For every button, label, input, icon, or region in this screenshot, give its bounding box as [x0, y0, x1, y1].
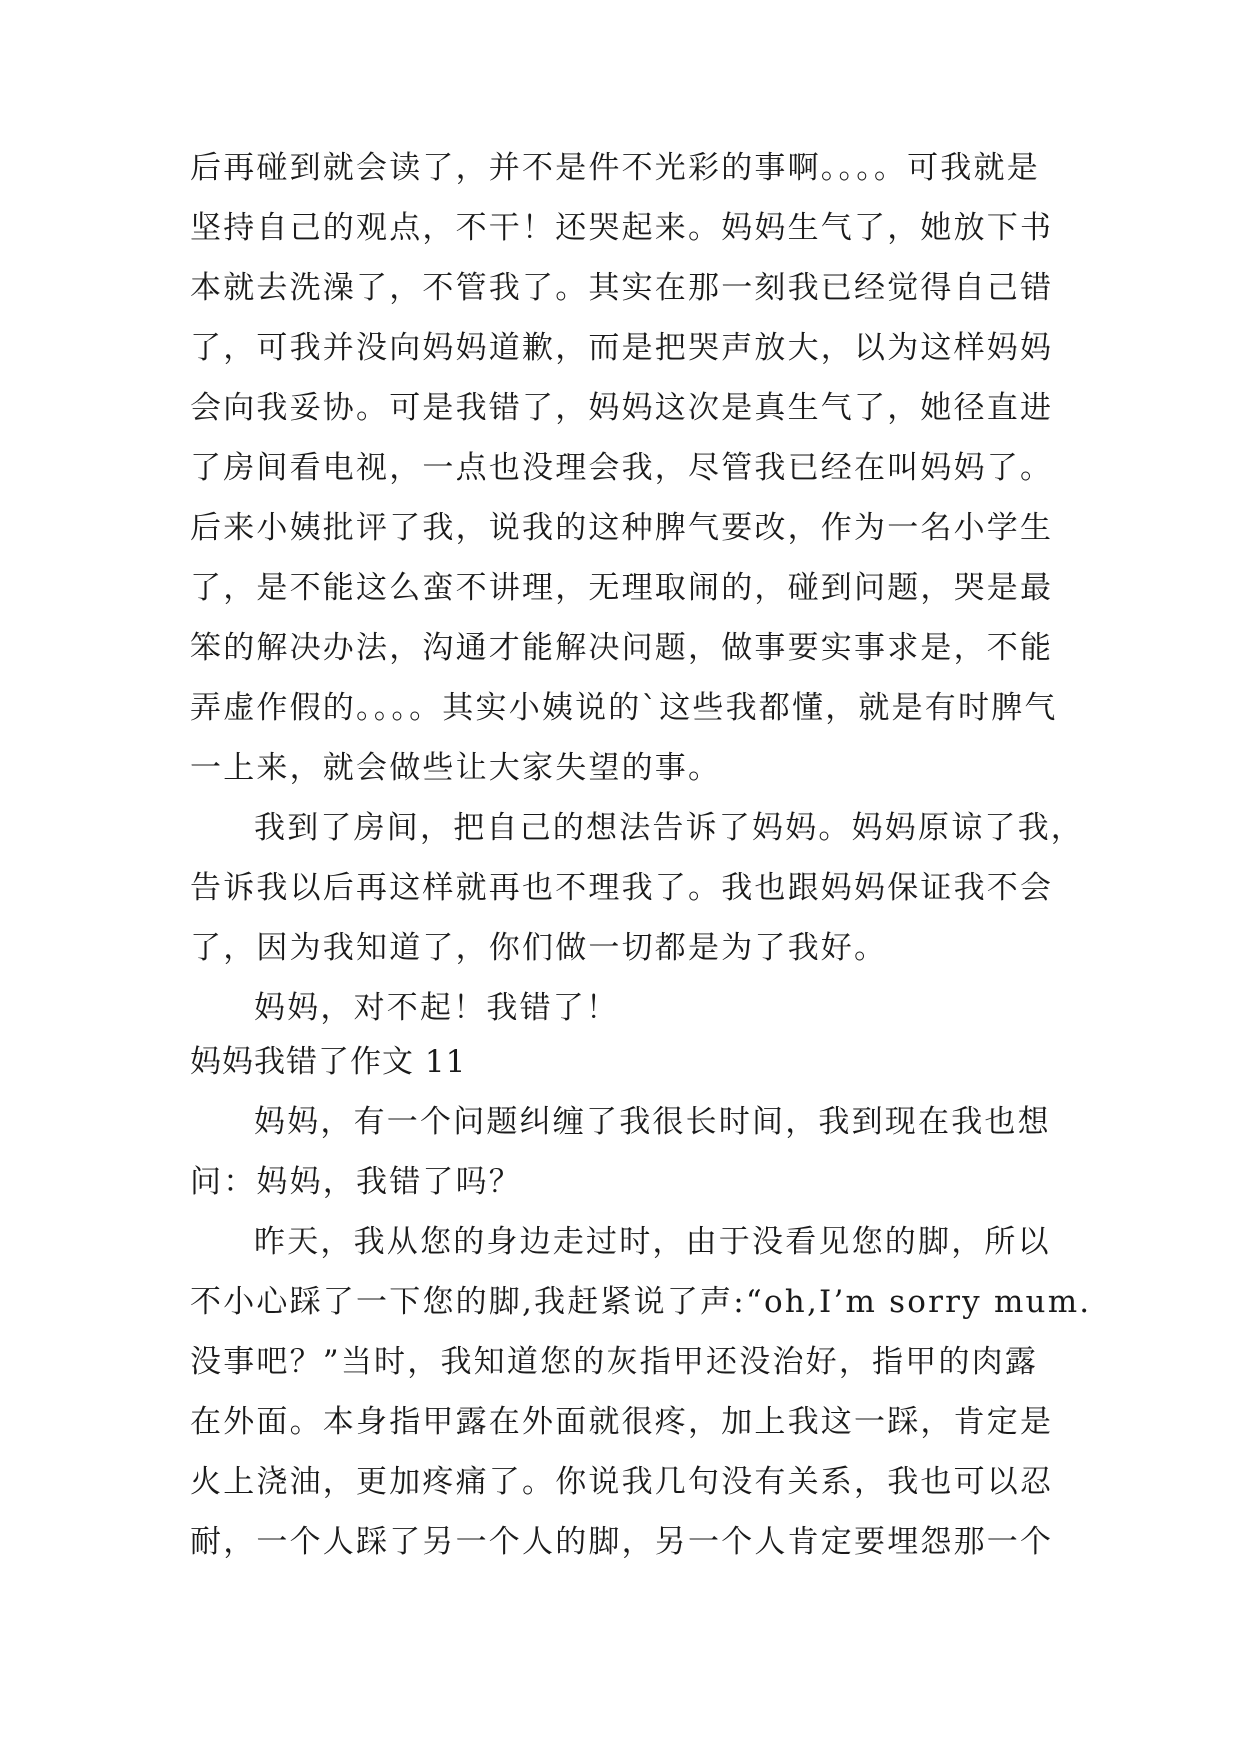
text-line: 后再碰到就会读了，并不是件不光彩的事啊。。。。可我就是	[190, 150, 1040, 186]
text-line: 了，是不能这么蛮不讲理，无理取闹的，碰到问题，哭是最	[190, 570, 1054, 606]
text-line: 了房间看电视，一点也没理会我，尽管我已经在叫妈妈了。	[190, 450, 1054, 486]
text-line: 后来小姨批评了我，说我的这种脾气要改，作为一名小学生	[190, 510, 1054, 546]
paragraph-start-line: 昨天，我从您的身边走过时，由于没看见您的脚，所以	[254, 1224, 1051, 1260]
text-line: 耐，一个人踩了另一个人的脚，另一个人肯定要埋怨那一个	[190, 1524, 1054, 1560]
text-line: 笨的解决办法，沟通才能解决问题，做事要实事求是，不能	[190, 630, 1054, 666]
text-line: 问：妈妈，我错了吗？	[190, 1164, 522, 1200]
text-line: 弄虚作假的。。。。其实小姨说的`这些我都懂，就是有时脾气	[190, 690, 1058, 726]
text-line: 告诉我以后再这样就再也不理我了。我也跟妈妈保证我不会	[190, 870, 1054, 906]
paragraph-start-line: 妈妈，对不起！我错了！	[254, 990, 620, 1026]
text-line: 了，因为我知道了，你们做一切都是为了我好。	[190, 930, 888, 966]
text-line: 不小心踩了一下您的脚,我赶紧说了声:“oh,I’m sorry mum.	[190, 1284, 1092, 1320]
paragraph-start-line: 妈妈，有一个问题纠缠了我很长时间，我到现在我也想	[254, 1104, 1051, 1140]
text-line: 没事吧？”当时，我知道您的灰指甲还没治好，指甲的肉露	[190, 1344, 1039, 1380]
text-line: 坚持自己的观点，不干！还哭起来。妈妈生气了，她放下书	[190, 210, 1054, 246]
text-line: 火上浇油，更加疼痛了。你说我几句没有关系，我也可以忍	[190, 1464, 1054, 1500]
text-line: 本就去洗澡了，不管我了。其实在那一刻我已经觉得自己错	[190, 270, 1054, 306]
text-line: 一上来，就会做些让大家失望的事。	[190, 750, 722, 786]
text-line: 了，可我并没向妈妈道歉，而是把哭声放大，以为这样妈妈	[190, 330, 1054, 366]
paragraph-start-line: 我到了房间，把自己的想法告诉了妈妈。妈妈原谅了我，	[254, 810, 1084, 846]
text-line: 在外面。本身指甲露在外面就很疼，加上我这一踩，肯定是	[190, 1404, 1054, 1440]
text-line: 会向我妥协。可是我错了，妈妈这次是真生气了，她径直进	[190, 390, 1054, 426]
section-title: 妈妈我错了作文 11	[190, 1044, 467, 1080]
